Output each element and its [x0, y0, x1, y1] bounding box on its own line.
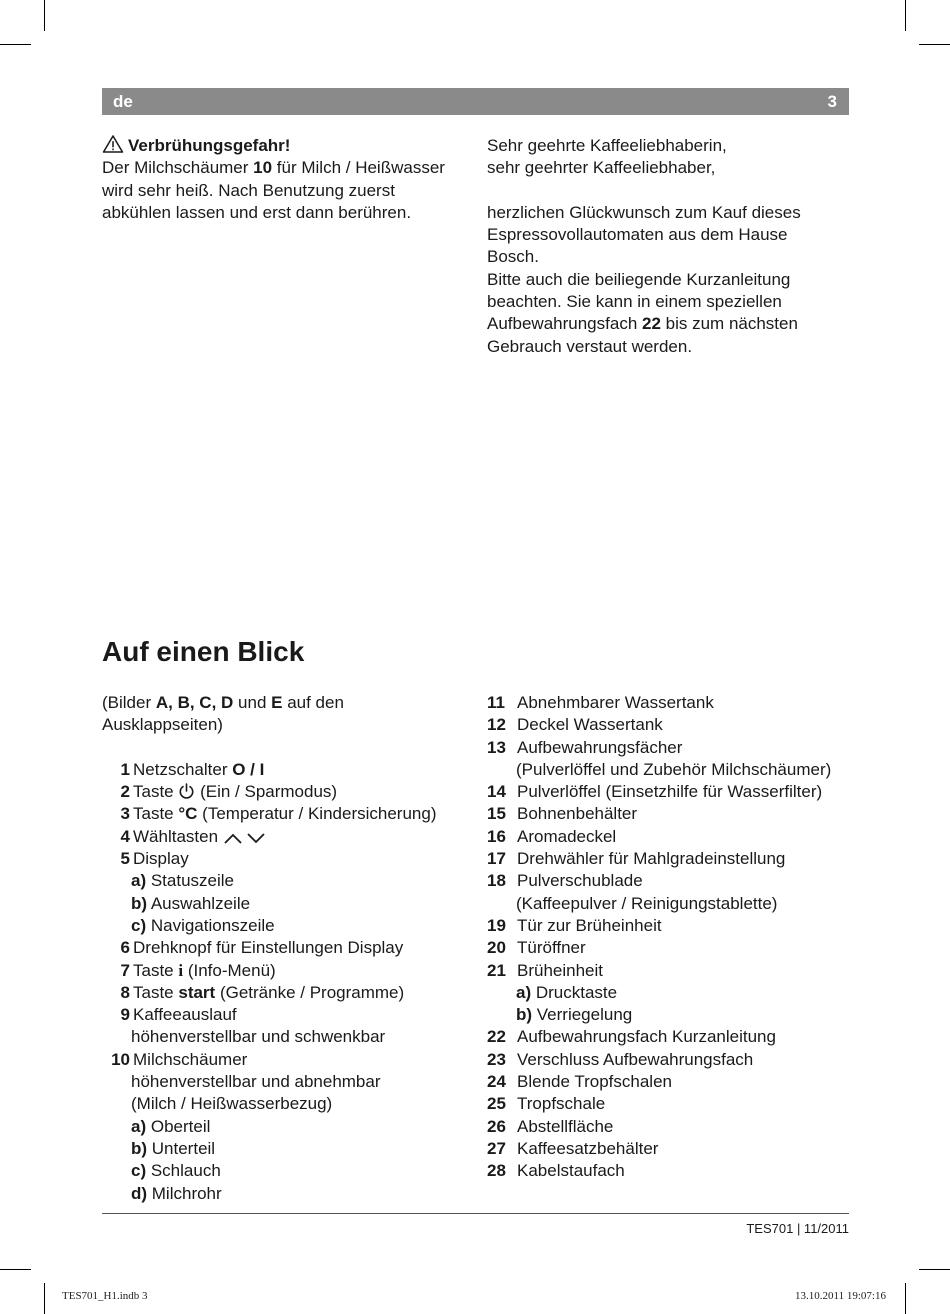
- warning-text: wird sehr heiß. Nach Benutzung zuerst: [102, 180, 395, 200]
- page-number: 3: [827, 92, 837, 111]
- item-number: 5: [120, 849, 130, 869]
- parts-list-left: [102, 692, 474, 1205]
- item-number: 25: [487, 1094, 506, 1114]
- greeting-text: Bosch.: [487, 247, 539, 267]
- item-text: Verschluss Aufbewahrungsfach: [517, 1049, 754, 1069]
- item-text: Türöffner: [517, 938, 586, 958]
- item-number: 15: [487, 804, 506, 824]
- sub-item: [487, 982, 849, 1004]
- greeting-text: herzlichen Glückwunsch zum Kauf dieses: [487, 202, 801, 222]
- language-code: de: [113, 92, 133, 111]
- item-text: Taste: [133, 782, 179, 802]
- item-number: 1: [120, 759, 130, 779]
- sub-item: [102, 915, 474, 937]
- warning-block: [102, 135, 472, 224]
- item-text: Tür zur Brüheinheit: [517, 915, 662, 935]
- list-item: [487, 870, 849, 892]
- list-item: [487, 737, 849, 759]
- sub-label: a): [131, 1116, 147, 1136]
- crop-mark: [0, 1269, 31, 1270]
- item-text: Kaffeesatzbehälter: [517, 1138, 659, 1158]
- part-number: 22: [642, 314, 661, 334]
- item-number: 20: [487, 938, 506, 958]
- item-text: Milchschäumer: [133, 1049, 248, 1069]
- figure-letter: E: [271, 693, 283, 712]
- arrow-up-icon: [223, 831, 243, 845]
- parts-list-right: [487, 692, 849, 1183]
- item-number: 28: [487, 1161, 506, 1181]
- warning-text: Der Milchschäumer: [102, 158, 254, 178]
- sub-label: d): [131, 1183, 148, 1203]
- sub-item: [102, 893, 474, 915]
- sub-text: Verriegelung: [532, 1005, 633, 1025]
- arrow-down-icon: [246, 831, 266, 845]
- intro-text: Ausklappseiten): [102, 715, 223, 735]
- greeting-text: beachten. Sie kann in einem speziellen: [487, 292, 782, 312]
- crop-mark: [44, 1283, 45, 1314]
- item-text: Abnehmbarer Wassertank: [517, 693, 714, 712]
- item-continuation: (Milch / Heißwasserbezug): [131, 1094, 333, 1114]
- list-item: [487, 1116, 849, 1138]
- crop-mark: [919, 1269, 950, 1270]
- item-text: (Info-Menü): [183, 960, 276, 980]
- part-number: 10: [253, 158, 273, 178]
- list-item: [487, 803, 849, 825]
- item-text: (Temperatur / Kindersicherung): [197, 804, 437, 824]
- item-symbol: O / I: [232, 759, 265, 779]
- list-item: [487, 848, 849, 870]
- sub-item: [102, 870, 474, 892]
- item-text: Kabelstaufach: [517, 1161, 625, 1181]
- list-item: [102, 937, 474, 959]
- crop-mark: [44, 0, 45, 31]
- sub-item: [102, 1183, 474, 1205]
- list-item: [487, 915, 849, 937]
- item-number: 6: [120, 938, 130, 958]
- print-slug-right: 13.10.2011 19:07:16: [795, 1290, 886, 1302]
- list-item: [487, 1026, 849, 1048]
- item-text: Aromadeckel: [517, 826, 617, 846]
- page-header-bar: [102, 88, 849, 115]
- sub-text: Auswahlzeile: [147, 893, 251, 913]
- sub-text: Drucktaste: [531, 982, 618, 1002]
- sub-text: Oberteil: [146, 1116, 211, 1136]
- item-number: 4: [120, 826, 130, 846]
- item-number: 11: [487, 693, 505, 712]
- item-text: Aufbewahrungsfächer: [517, 737, 683, 757]
- list-item: [487, 937, 849, 959]
- item-continuation: höhenverstellbar und abnehmbar: [131, 1072, 381, 1092]
- list-item: [102, 803, 474, 825]
- item-number: 16: [487, 826, 506, 846]
- intro-text: auf den: [282, 693, 344, 712]
- list-item: [102, 982, 474, 1004]
- list-item: [487, 1071, 849, 1093]
- print-slug-left: TES701_H1.indb 3: [62, 1290, 148, 1302]
- item-number: 3: [120, 804, 130, 824]
- crop-mark: [0, 44, 31, 45]
- item-text: Drehknopf für Einstellungen Display: [133, 938, 404, 958]
- item-continuation: (Pulverlöffel und Zubehör Milchschäumer): [516, 759, 832, 779]
- info-icon: i: [178, 960, 184, 980]
- item-number: 8: [120, 982, 130, 1002]
- list-item: [102, 759, 474, 781]
- item-number: 17: [487, 849, 506, 869]
- crop-mark: [905, 0, 906, 31]
- crop-mark: [919, 44, 950, 45]
- item-number: 23: [487, 1049, 506, 1069]
- item-number: 13: [487, 737, 506, 757]
- item-number: 18: [487, 871, 506, 891]
- crop-mark: [905, 1283, 906, 1314]
- item-number: 26: [487, 1116, 506, 1136]
- warning-text: abkühlen lassen und erst dann berühren.: [102, 202, 412, 222]
- item-text: Brüheinheit: [517, 960, 604, 980]
- figure-letters: A, B, C, D: [155, 693, 234, 712]
- list-item: [102, 1049, 474, 1071]
- item-continuation: (Kaffeepulver / Reinigungstablette): [516, 893, 778, 913]
- item-number: 2: [120, 782, 130, 802]
- warning-triangle-icon: [102, 135, 124, 153]
- list-item: [102, 848, 474, 870]
- item-text: Taste: [133, 804, 179, 824]
- sub-item: [102, 1116, 474, 1138]
- item-number: 21: [487, 960, 506, 980]
- item-number: 19: [487, 915, 506, 935]
- item-symbol: °C: [178, 804, 198, 824]
- item-number: 7: [120, 960, 130, 980]
- list-item: [487, 1160, 849, 1182]
- sub-label: b): [131, 1138, 148, 1158]
- list-item: [487, 960, 849, 982]
- list-item: [487, 1049, 849, 1071]
- item-text: (Ein / Sparmodus): [195, 782, 338, 802]
- item-text: Kaffeeauslauf: [133, 1005, 237, 1025]
- sub-text: Unterteil: [147, 1138, 216, 1158]
- greeting-text: Aufbewahrungsfach: [487, 314, 642, 334]
- power-icon: [178, 783, 195, 800]
- item-number: 10: [111, 1049, 130, 1069]
- item-continuation: höhenverstellbar und schwenkbar: [131, 1027, 386, 1047]
- item-text: Display: [133, 849, 189, 869]
- sub-item: [487, 1004, 849, 1026]
- item-number: 24: [487, 1072, 506, 1092]
- item-text: Netzschalter: [133, 759, 233, 779]
- item-number: 14: [487, 782, 506, 802]
- item-number: 12: [487, 715, 506, 735]
- sub-label: a): [516, 982, 532, 1002]
- section-title: Auf einen Blick: [102, 636, 305, 667]
- footer-model: TES701 | 11/2011: [746, 1221, 849, 1236]
- item-number: 22: [487, 1027, 506, 1047]
- sub-text: Schlauch: [146, 1161, 221, 1181]
- item-text: Taste: [133, 982, 179, 1002]
- item-text: (Getränke / Programme): [215, 982, 405, 1002]
- item-text: Tropfschale: [517, 1094, 606, 1114]
- sub-label: c): [131, 915, 147, 935]
- item-number: 9: [120, 1005, 130, 1025]
- sub-text: Statuszeile: [146, 871, 235, 891]
- list-item: [102, 826, 474, 848]
- sub-label: c): [131, 1161, 147, 1181]
- sub-text: Navigationszeile: [146, 915, 275, 935]
- list-item: [102, 1004, 474, 1026]
- item-text: Wähltasten: [133, 826, 223, 846]
- sub-item: [102, 1160, 474, 1182]
- item-text: Taste: [133, 960, 179, 980]
- list-item: [487, 826, 849, 848]
- intro-text: (Bilder: [102, 693, 156, 712]
- greeting-block: [487, 135, 849, 358]
- greeting-text: Espressovollautomaten aus dem Hause: [487, 225, 788, 245]
- list-item: [487, 781, 849, 803]
- sub-label: b): [516, 1005, 533, 1025]
- item-text: Blende Tropfschalen: [517, 1072, 672, 1092]
- item-text: Pulverlöffel (Einsetzhilfe für Wasserfilter): [517, 782, 823, 802]
- list-item: [487, 1093, 849, 1115]
- list-item: [487, 692, 849, 714]
- warning-text: für Milch / Heißwasser: [272, 158, 445, 178]
- warning-title: Verbrühungsgefahr!: [128, 136, 291, 155]
- list-item: [102, 781, 474, 803]
- item-text: Pulverschublade: [517, 871, 643, 891]
- greeting-text: Bitte auch die beiliegende Kurzanleitung: [487, 269, 791, 289]
- sub-label: a): [131, 871, 147, 891]
- item-text: Aufbewahrungsfach Kurzanleitung: [517, 1027, 776, 1047]
- greeting-text: Gebrauch verstaut werden.: [487, 336, 693, 356]
- item-symbol: start: [178, 982, 216, 1002]
- footer-rule: [102, 1213, 849, 1214]
- sub-text: Milchrohr: [147, 1183, 222, 1203]
- greeting-line: Sehr geehrte Kaffeeliebhaberin,: [487, 136, 727, 155]
- sub-label: b): [131, 893, 148, 913]
- intro-text: und: [233, 693, 272, 712]
- item-text: Abstellfläche: [517, 1116, 614, 1136]
- sub-item: [102, 1138, 474, 1160]
- greeting-text: bis zum nächsten: [660, 314, 798, 334]
- list-item: [487, 1138, 849, 1160]
- list-item: [487, 714, 849, 736]
- item-number: 27: [487, 1138, 506, 1158]
- item-text: Deckel Wassertank: [517, 715, 663, 735]
- item-text: Bohnenbehälter: [517, 804, 638, 824]
- list-item: [102, 960, 474, 982]
- greeting-line: sehr geehrter Kaffeeliebhaber,: [487, 158, 716, 178]
- item-text: Drehwähler für Mahlgradeinstellung: [517, 849, 786, 869]
